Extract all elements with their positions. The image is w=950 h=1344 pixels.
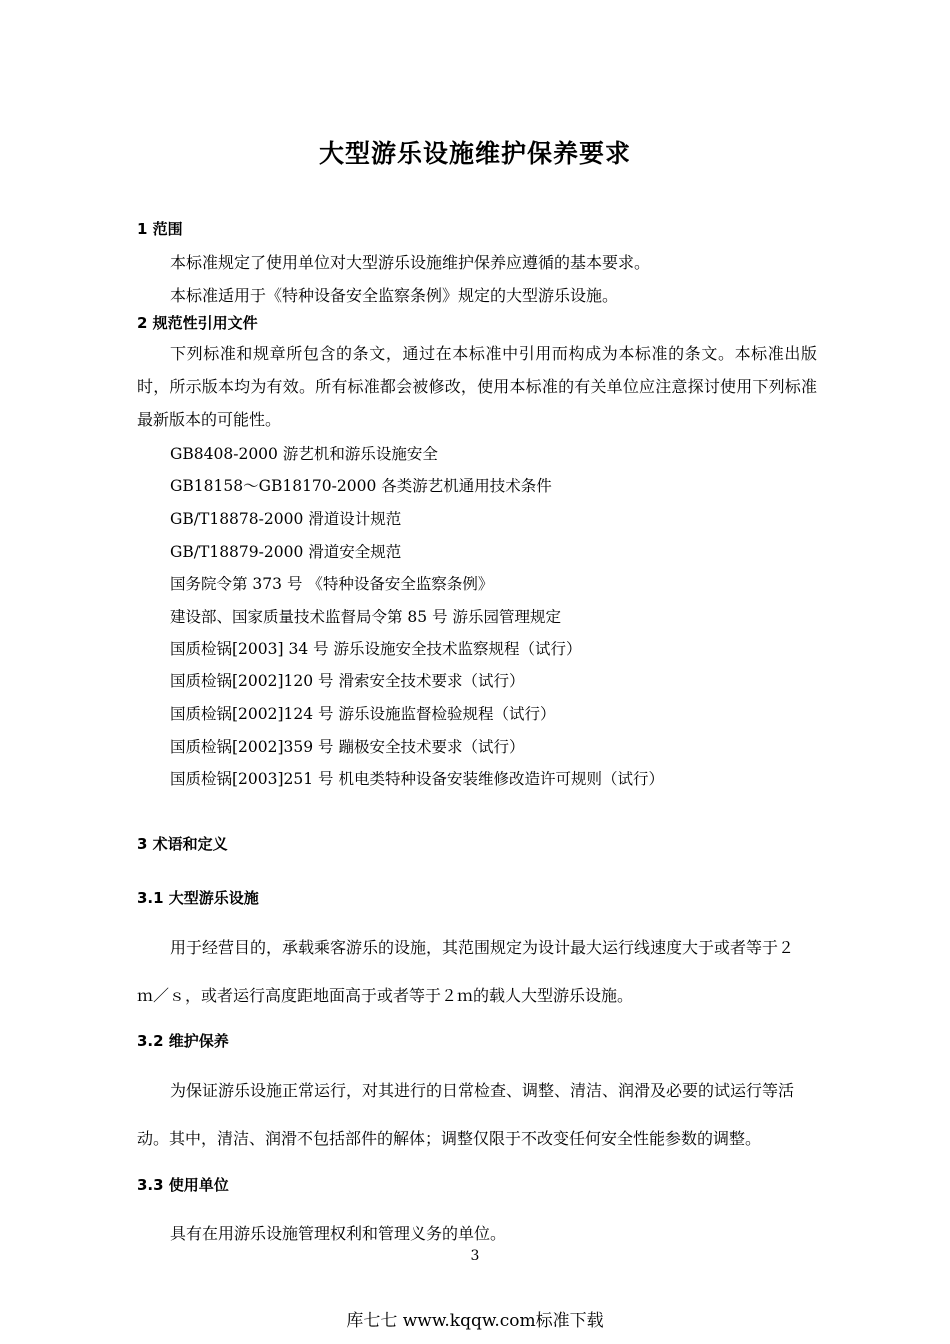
section-3-1-line-1: 用于经营目的，承载乘客游乐的设施，其范围规定为设计最大运行线速度大于或者等于２ [170, 938, 795, 957]
reference-item: 国质检锅[2002]359 号 蹦极安全技术要求（试行） [170, 738, 525, 756]
reference-item: GB/T18879-2000 滑道安全规范 [170, 543, 402, 561]
section-1-paragraph-1: 本标准规定了使用单位对大型游乐设施维护保养应遵循的基本要求。 [170, 253, 651, 272]
reference-item: GB8408-2000 游艺机和游乐设施安全 [170, 445, 438, 463]
section-1-paragraph-2: 本标准适用于《特种设备安全监察条例》规定的大型游乐设施。 [170, 286, 619, 305]
section-2-intro: 下列标准和规章所包含的条文，通过在本标准中引用而构成为本标准的条文。本标准出版时，所示版本均为有效。所有标准都会被修改，使用本标准的有关单位应注意探讨使用下列标准最新版本的可能性。 [137, 344, 817, 429]
reference-item: 建设部、国家质量技术监督局令第 85 号 游乐园管理规定 [170, 608, 562, 626]
footer-watermark: 库七七 www.kqqw.com标准下载 [346, 1311, 604, 1331]
reference-item: 国务院令第 373 号 《特种设备安全监察条例》 [170, 575, 494, 593]
section-3-2-line-2: 动。其中，清洁、润滑不包括部件的解体；调整仅限于不改变任何安全性能参数的调整。 [137, 1129, 762, 1148]
reference-item: GB18158～GB18170-2000 各类游艺机通用技术条件 [170, 477, 552, 495]
section-2-heading: 2 规范性引用文件 [137, 314, 258, 332]
section-3-heading: 3 术语和定义 [137, 835, 228, 853]
page-title: 大型游乐设施维护保养要求 [318, 139, 631, 168]
page-number: 3 [470, 1248, 480, 1264]
reference-item: 国质检锅[2002]120 号 滑索安全技术要求（试行） [170, 672, 525, 690]
reference-item: 国质检锅[2003] 34 号 游乐设施安全技术监察规程（试行） [170, 640, 582, 658]
section-3-3-line-1: 具有在用游乐设施管理权利和管理义务的单位。 [170, 1224, 507, 1243]
section-3-2-heading: 3.2 维护保养 [137, 1032, 229, 1050]
section-1-heading: 1 范围 [137, 220, 183, 238]
reference-item: 国质检锅[2002]124 号 游乐设施监督检验规程（试行） [170, 705, 556, 723]
section-3-3-heading: 3.3 使用单位 [137, 1176, 229, 1194]
section-3-2-line-1: 为保证游乐设施正常运行，对其进行的日常检查、调整、清洁、润滑及必要的试运行等活 [170, 1081, 795, 1100]
reference-item: 国质检锅[2003]251 号 机电类特种设备安装维修改造许可规则（试行） [170, 770, 664, 788]
reference-item: GB/T18878-2000 滑道设计规范 [170, 510, 402, 528]
section-3-1-line-2: ｍ／ｓ，或者运行高度距地面高于或者等于２ｍ的载人大型游乐设施。 [137, 986, 634, 1005]
section-3-1-heading: 3.1 大型游乐设施 [137, 889, 259, 907]
